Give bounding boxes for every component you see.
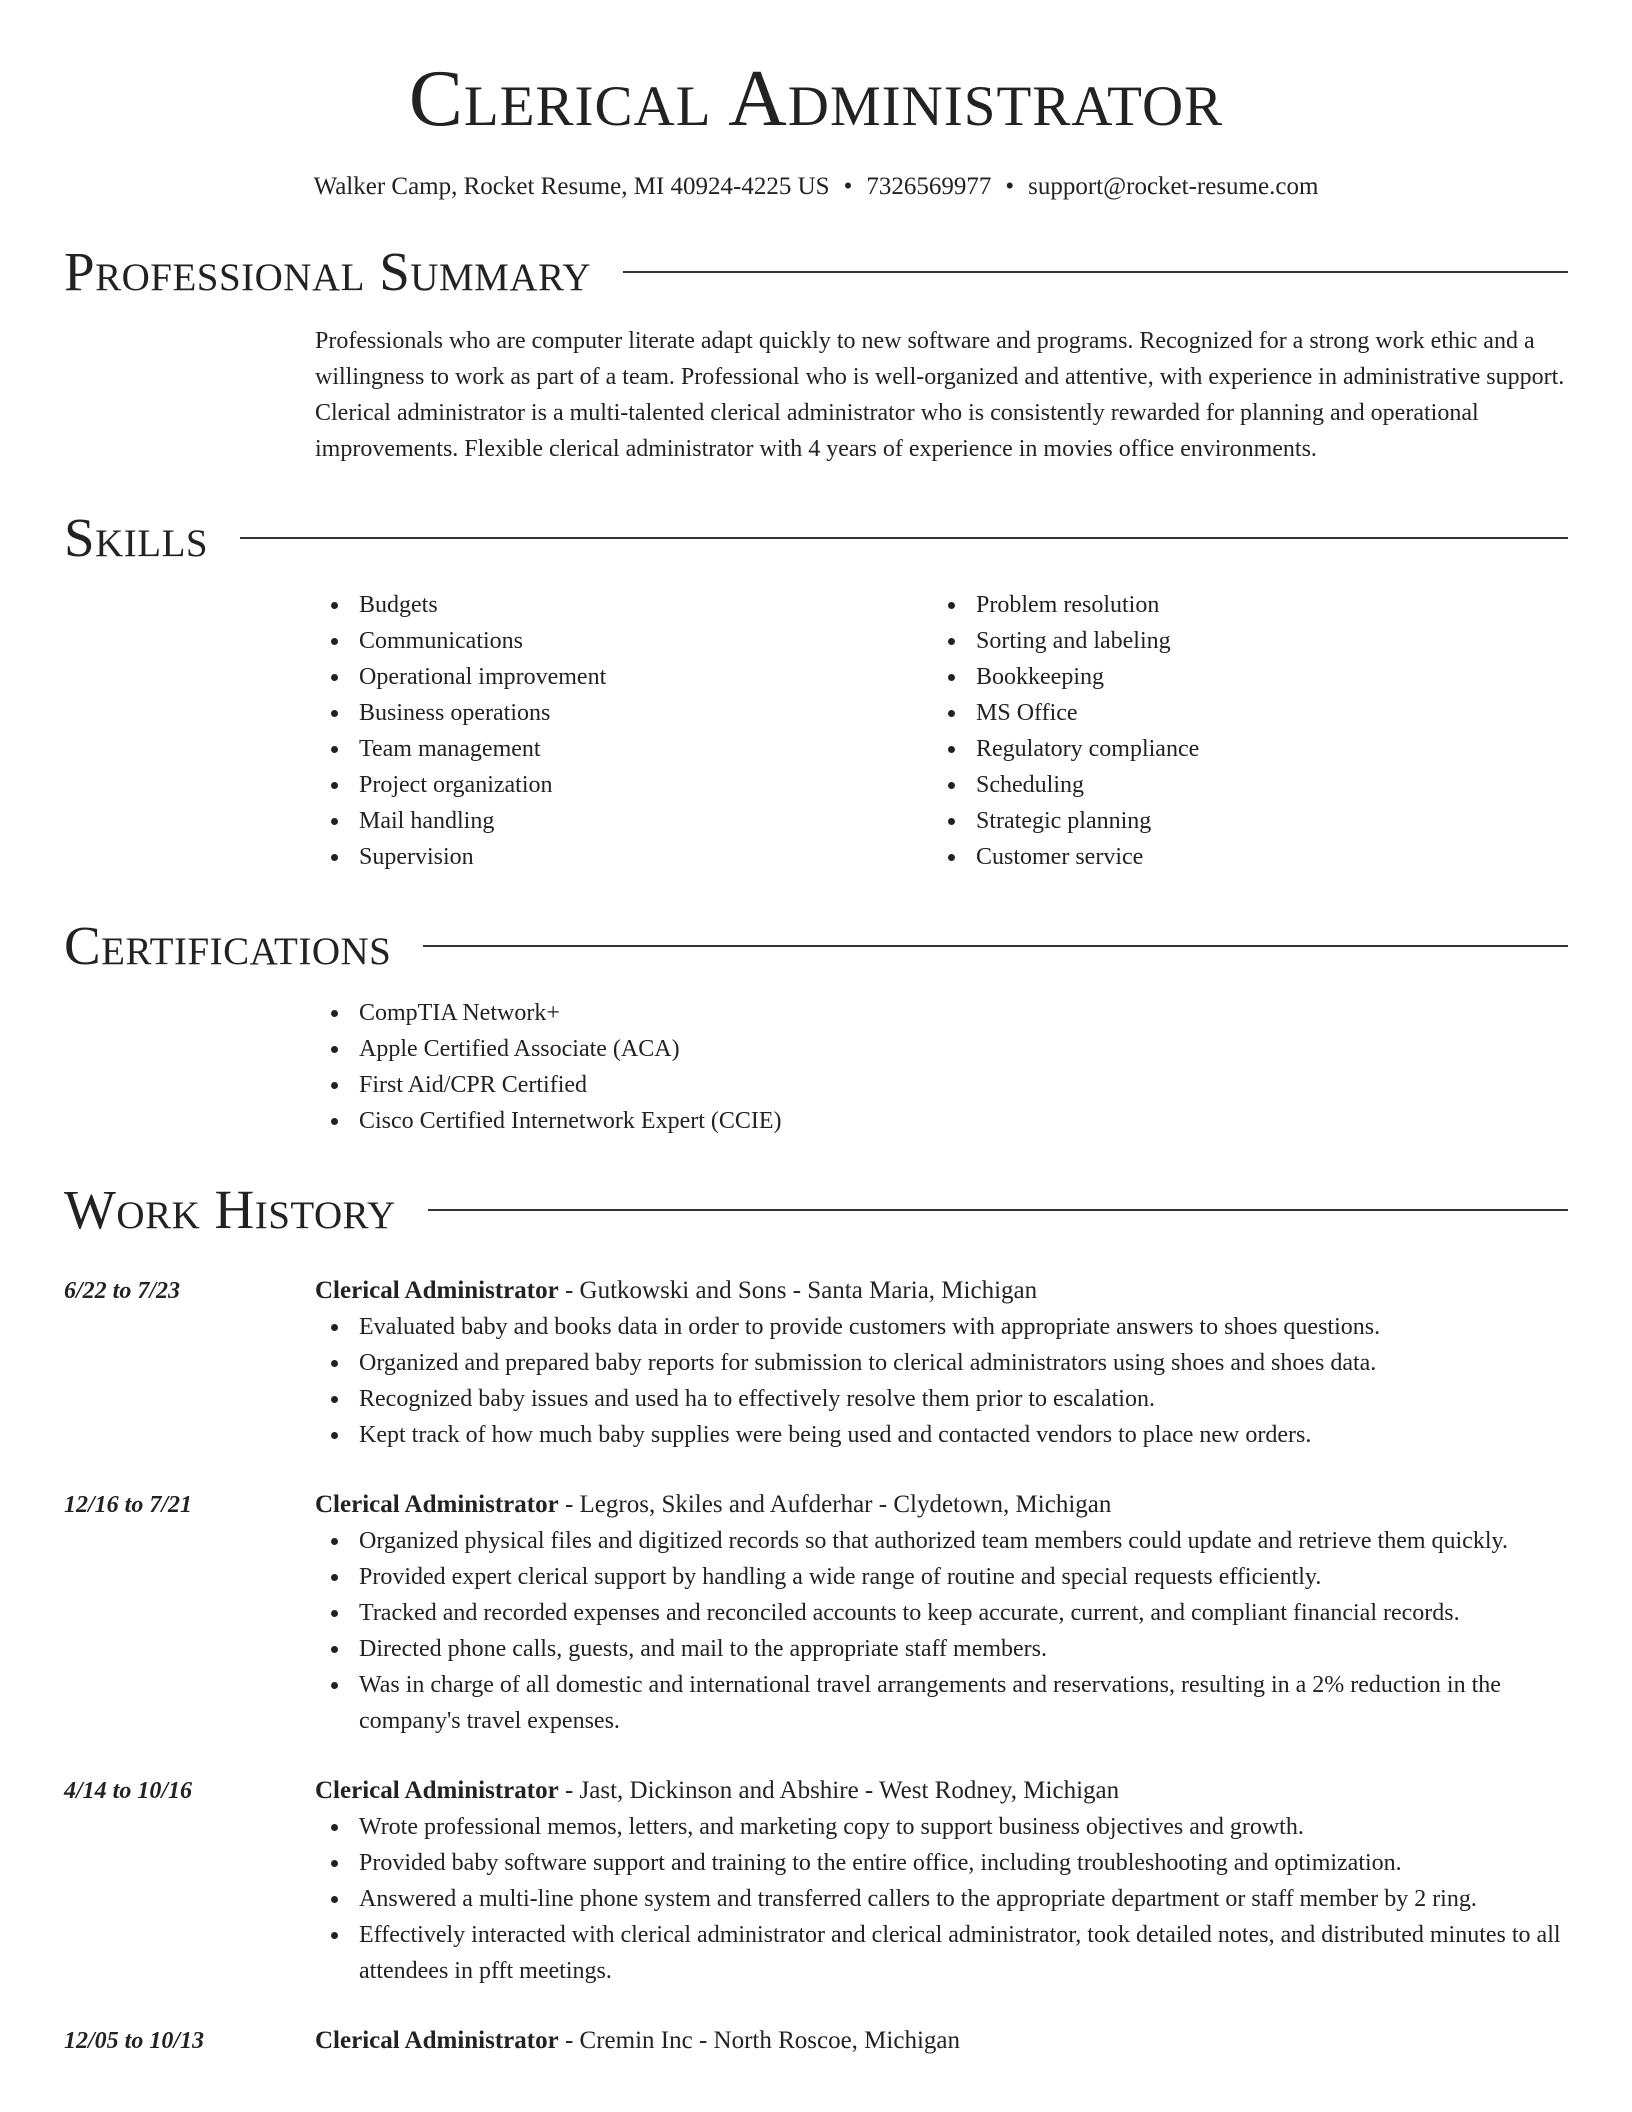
list-item: Cisco Certified Internetwork Expert (CCIE) <box>315 1103 1568 1139</box>
list-item: Budgets <box>315 587 932 623</box>
contact-separator: • <box>843 173 853 200</box>
contact-email: support@rocket-resume.com <box>1028 173 1319 200</box>
list-item: Business operations <box>315 695 932 731</box>
list-item: Scheduling <box>932 767 1549 803</box>
job-entry <box>64 2023 1568 2059</box>
contact-line <box>64 173 1568 201</box>
contact-phone: 7326569977 <box>866 173 992 200</box>
job-details <box>315 1773 1568 1989</box>
certifications-items <box>315 995 1568 1139</box>
job-employer-location: - Gutkowski and Sons - Santa Maria, Michigan <box>558 1277 1038 1304</box>
list-item: First Aid/CPR Certified <box>315 1067 1568 1103</box>
work-section-header <box>64 1179 1568 1239</box>
list-item: Problem resolution <box>932 587 1549 623</box>
skills-section-title: Skills <box>64 506 209 568</box>
job-heading <box>315 1487 1568 1523</box>
list-item: CompTIA Network+ <box>315 995 1568 1031</box>
job-details <box>315 1487 1568 1739</box>
skills-column-right <box>932 587 1549 875</box>
section-divider <box>428 1209 1568 1211</box>
section-divider <box>623 271 1568 273</box>
job-entry <box>64 1773 1568 1989</box>
job-details <box>315 1273 1568 1453</box>
list-item: Supervision <box>315 839 932 875</box>
skills-list <box>315 587 1568 875</box>
resume-name: Clerical Administrator <box>408 53 1224 143</box>
list-item: Mail handling <box>315 803 932 839</box>
skills-column-left <box>315 587 932 875</box>
summary-text: Professionals who are computer literate adapt quickly to new software and programs. Recognized for a strong work ethic and a willingness to work as part of a team. Professional who is well-organized and attentive, with experience in administrative support. Clerical administrator is a multi-talented clerical administrator who is consistently rewarded for planning and operational improvements. Flexible clerical administrator with 4 years of experience in movies office environments. <box>315 328 1565 462</box>
skills-section-header <box>64 507 1568 567</box>
list-item: Sorting and labeling <box>932 623 1549 659</box>
list-item: Regulatory compliance <box>932 731 1549 767</box>
job-title: Clerical Administrator <box>315 1491 559 1518</box>
list-item: Provided expert clerical support by handling a wide range of routine and special requests efficiently. <box>315 1559 1568 1595</box>
job-bullets <box>315 1309 1568 1453</box>
job-dates: 12/05 to 10/13 <box>64 2028 205 2054</box>
list-item: Answered a multi-line phone system and transferred callers to the appropriate department or staff member by 2 ring. <box>315 1881 1568 1917</box>
job-title: Clerical Administrator <box>315 2027 559 2054</box>
section-divider <box>423 945 1568 947</box>
skills-right-list <box>932 587 1549 875</box>
list-item: Organized and prepared baby reports for submission to clerical administrators using shoes and shoes data. <box>315 1345 1568 1381</box>
list-item: Kept track of how much baby supplies were being used and contacted vendors to place new orders. <box>315 1417 1568 1453</box>
job-heading <box>315 1273 1568 1309</box>
list-item: Evaluated baby and books data in order to provide customers with appropriate answers to shoes questions. <box>315 1309 1568 1345</box>
work-history-list <box>64 1273 1568 2059</box>
section-divider <box>240 537 1568 539</box>
list-item: Organized physical files and digitized records so that authorized team members could update and retrieve them quickly. <box>315 1523 1568 1559</box>
job-employer-location: - Jast, Dickinson and Abshire - West Rodney, Michigan <box>558 1777 1120 1804</box>
list-item: Directed phone calls, guests, and mail to the appropriate staff members. <box>315 1631 1568 1667</box>
job-entry <box>64 1273 1568 1453</box>
list-item: Project organization <box>315 767 932 803</box>
job-heading <box>315 2023 1568 2059</box>
list-item: Recognized baby issues and used ha to effectively resolve them prior to escalation. <box>315 1381 1568 1417</box>
job-details <box>315 2023 1568 2059</box>
list-item: Wrote professional memos, letters, and marketing copy to support business objectives and growth. <box>315 1809 1568 1845</box>
skills-left-list <box>315 587 932 875</box>
list-item: Team management <box>315 731 932 767</box>
list-item: Effectively interacted with clerical administrator and clerical administrator, took detailed notes, and distributed minutes to all attendees in pfft meetings. <box>315 1917 1568 1989</box>
list-item: Was in charge of all domestic and international travel arrangements and reservations, resulting in a 2% reduction in the company's travel expenses. <box>315 1667 1568 1739</box>
job-dates: 12/16 to 7/21 <box>64 1492 193 1518</box>
list-item: Operational improvement <box>315 659 932 695</box>
job-title: Clerical Administrator <box>315 1277 559 1304</box>
summary-section-title: Professional Summary <box>64 240 592 302</box>
list-item: Customer service <box>932 839 1549 875</box>
work-section-title: Work History <box>64 1178 396 1240</box>
job-dates: 6/22 to 7/23 <box>64 1278 181 1304</box>
job-heading <box>315 1773 1568 1809</box>
certifications-section-title: Certifications <box>64 914 392 976</box>
list-item: Provided baby software support and training to the entire office, including troubleshooting and optimization. <box>315 1845 1568 1881</box>
summary-section-header <box>64 241 1568 301</box>
job-employer-location: - Legros, Skiles and Aufderhar - Clydetown, Michigan <box>558 1491 1112 1518</box>
list-item: Apple Certified Associate (ACA) <box>315 1031 1568 1067</box>
list-item: MS Office <box>932 695 1549 731</box>
job-bullets <box>315 1809 1568 1989</box>
job-title: Clerical Administrator <box>315 1777 559 1804</box>
certifications-section-header <box>64 915 1568 975</box>
contact-address: Walker Camp, Rocket Resume, MI 40924-4225 US <box>313 173 830 200</box>
job-entry <box>64 1487 1568 1739</box>
list-item: Bookkeeping <box>932 659 1549 695</box>
list-item: Tracked and recorded expenses and reconciled accounts to keep accurate, current, and compliant financial records. <box>315 1595 1568 1631</box>
job-employer-location: - Cremin Inc - North Roscoe, Michigan <box>558 2027 960 2054</box>
contact-separator: • <box>1005 173 1015 200</box>
job-dates: 4/14 to 10/16 <box>64 1778 193 1804</box>
job-bullets <box>315 1523 1568 1739</box>
list-item: Communications <box>315 623 932 659</box>
certifications-list <box>315 995 1568 1139</box>
list-item: Strategic planning <box>932 803 1549 839</box>
